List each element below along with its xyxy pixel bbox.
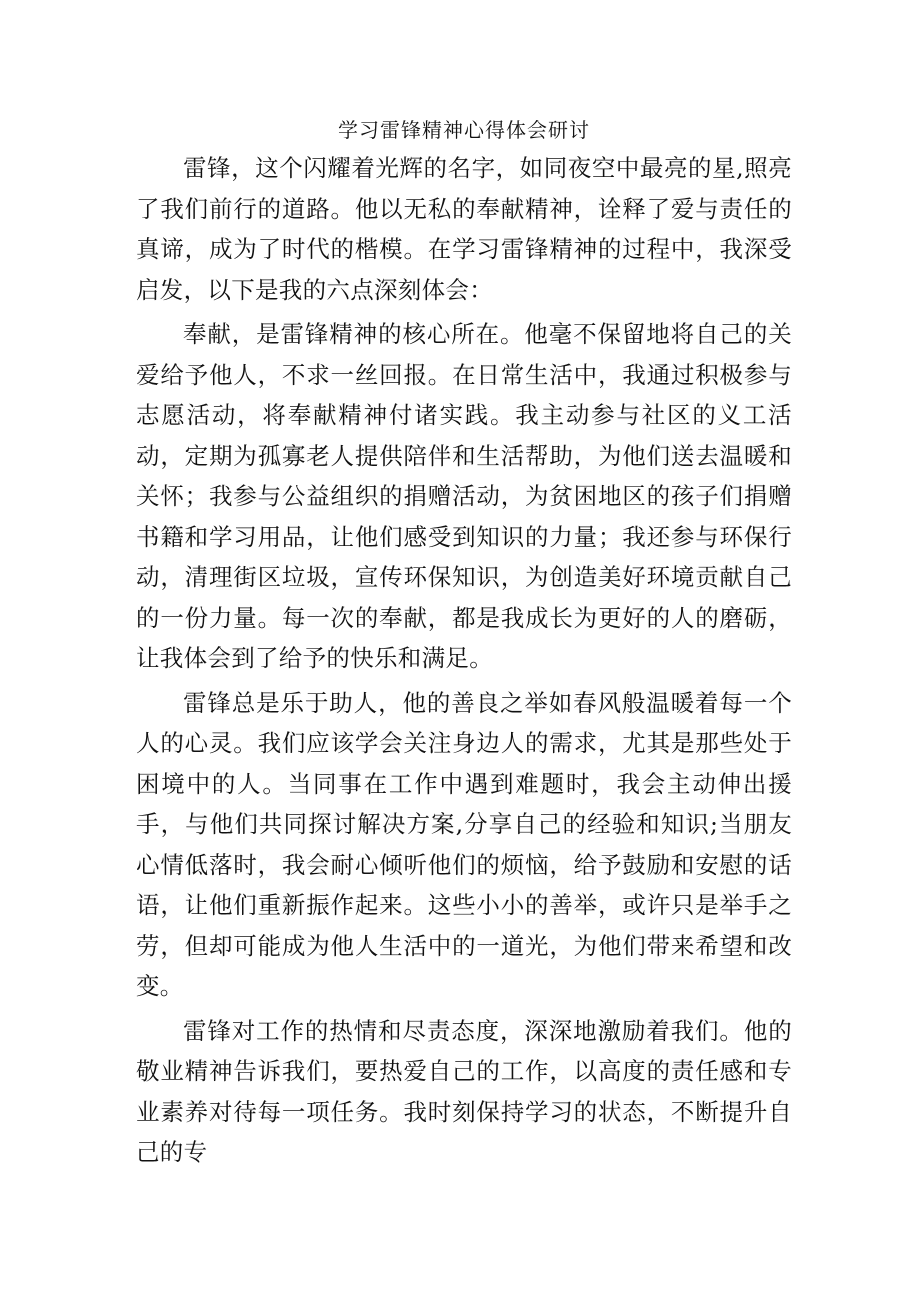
paragraph-work-ethic: 雷锋对工作的热情和尽责态度，深深地激励着我们。他的敬业精神告诉我们，要热爱自己的工作，以高度的责任感和专业素养对待每一项任务。我时刻保持学习的状态，不断提升自己的专 <box>136 1016 792 1166</box>
paragraph-dedication: 奉献，是雷锋精神的核心所在。他毫不保留地将自己的关爱给予他人，不求一丝回报。在日常生活中，我通过积极参与志愿活动，将奉献精神付诸实践。我主动参与社区的义工活动，定期为孤寡老人提供陪伴和生活帮助，为他们送去温暖和关怀；我参与公益组织的捐赠活动，为贫困地区的孩子们捐赠书籍和学习用品，让他们感受到知识的力量；我还参与环保行动，清理街区垃圾，宣传环保知识，为创造美好环境贡献自己的一份力量。每一次的奉献，都是我成长为更好的人的磨砺，让我体会到了给予的快乐和满足。 <box>136 320 792 672</box>
paragraph-intro: 雷锋，这个闪耀着光辉的名字，如同夜空中最亮的星,照亮了我们前行的道路。他以无私的奉献精神，诠释了爱与责任的真谛，成为了时代的楷模。在学习雷锋精神的过程中，我深受启发，以下是我的六点深刻体会： <box>136 154 792 304</box>
document-page <box>136 112 792 1173</box>
paragraph-helping-others: 雷锋总是乐于助人，他的善良之举如春风般温暖着每一个人的心灵。我们应该学会关注身边人的需求，尤其是那些处于困境中的人。当同事在工作中遇到难题时，我会主动伸出援手，与他们共同探讨解决方案,分享自己的经验和知识;当朋友心情低落时，我会耐心倾听他们的烦恼，给予鼓励和安慰的话语，让他们重新振作起来。这些小小的善举，或许只是举手之劳，但却可能成为他人生活中的一道光，为他们带来希望和改变。 <box>136 688 792 1000</box>
document-title: 学习雷锋精神心得体会研讨 <box>338 118 590 142</box>
